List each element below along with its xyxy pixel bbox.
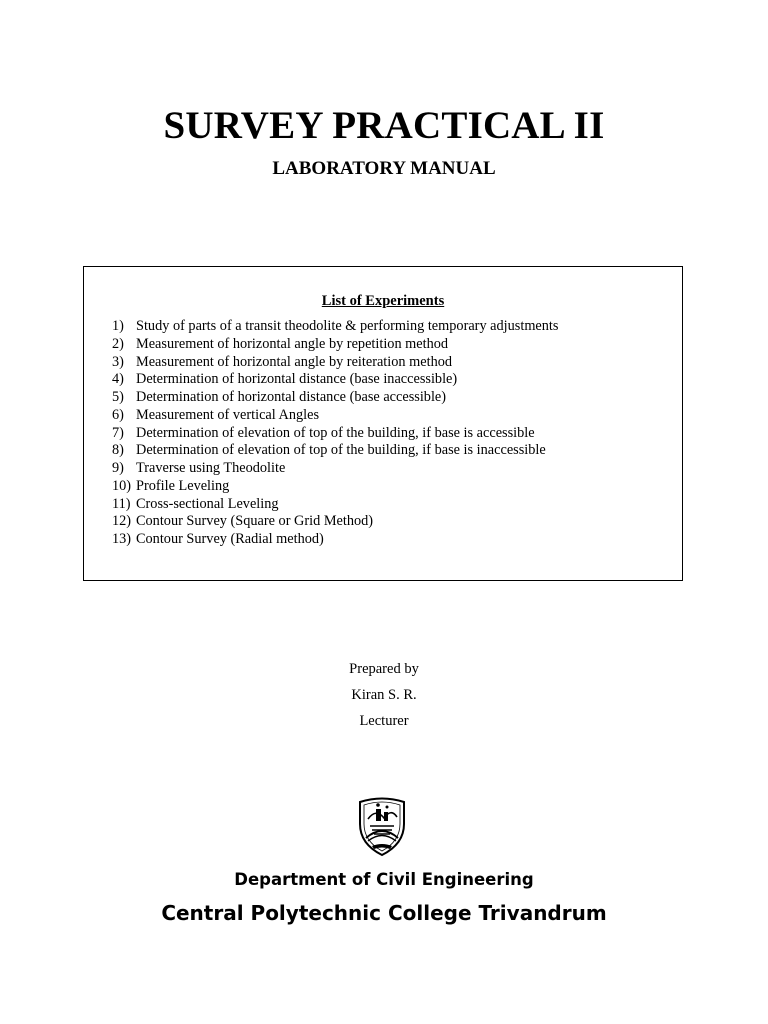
experiment-text: Traverse using Theodolite (136, 460, 286, 476)
experiment-number: 12) (112, 513, 132, 530)
experiment-text: Determination of horizontal distance (base accessible) (136, 389, 447, 405)
experiment-item (112, 425, 558, 443)
document-title: SURVEY PRACTICAL II (163, 104, 605, 147)
experiment-text: Study of parts of a transit theodolite & performing temporary adjustments (136, 318, 559, 334)
experiment-number: 9) (112, 460, 124, 476)
experiment-item (112, 442, 558, 460)
experiment-number: 8) (112, 442, 124, 459)
experiment-number: 5) (112, 389, 124, 405)
department-name: Department of Civil Engineering (234, 870, 534, 889)
experiment-text: Cross-sectional Leveling (136, 495, 279, 512)
experiment-item (112, 318, 558, 336)
experiment-item (112, 496, 558, 514)
author-name: Kiran S. R. (351, 687, 417, 703)
experiment-item (112, 407, 558, 425)
experiment-item (112, 354, 558, 372)
experiment-number: 4) (112, 371, 124, 388)
experiment-number: 3) (112, 353, 124, 370)
prepared-by-label: Prepared by (349, 661, 419, 677)
experiment-number: 10) (112, 477, 132, 494)
experiment-item (112, 513, 558, 531)
experiment-item (112, 371, 558, 389)
experiments-box (83, 266, 683, 581)
experiment-item (112, 460, 558, 478)
experiment-text: Determination of elevation of top of the building, if base is accessible (136, 424, 535, 441)
experiment-text: Measurement of vertical Angles (136, 406, 320, 423)
experiment-number: 11) (112, 495, 131, 512)
experiment-text: Contour Survey (Square or Grid Method) (136, 513, 374, 530)
experiment-item (112, 389, 558, 407)
experiment-text: Determination of elevation of top of the building, if base is inaccessible (136, 442, 546, 459)
experiment-number: 1) (112, 318, 124, 334)
college-name: Central Polytechnic College Trivandrum (161, 901, 607, 925)
experiment-number: 6) (112, 406, 124, 423)
experiment-text: Contour Survey (Radial method) (136, 531, 324, 547)
experiments-list (112, 318, 558, 549)
author-designation: Lecturer (359, 713, 409, 729)
experiment-number: 7) (112, 424, 124, 441)
experiment-text: Measurement of horizontal angle by repetition method (136, 335, 449, 352)
experiment-item (112, 478, 558, 496)
experiment-number: 13) (112, 531, 132, 547)
experiment-item (112, 336, 558, 354)
experiments-heading: List of Experiments (321, 293, 445, 309)
college-emblem-icon (354, 794, 410, 858)
experiment-number: 2) (112, 335, 124, 352)
experiment-item (112, 531, 558, 549)
experiment-text: Determination of horizontal distance (base inaccessible) (136, 371, 458, 388)
experiment-text: Profile Leveling (136, 477, 230, 494)
document-subtitle: LABORATORY MANUAL (272, 158, 496, 179)
experiment-text: Measurement of horizontal angle by reiteration method (136, 353, 453, 370)
